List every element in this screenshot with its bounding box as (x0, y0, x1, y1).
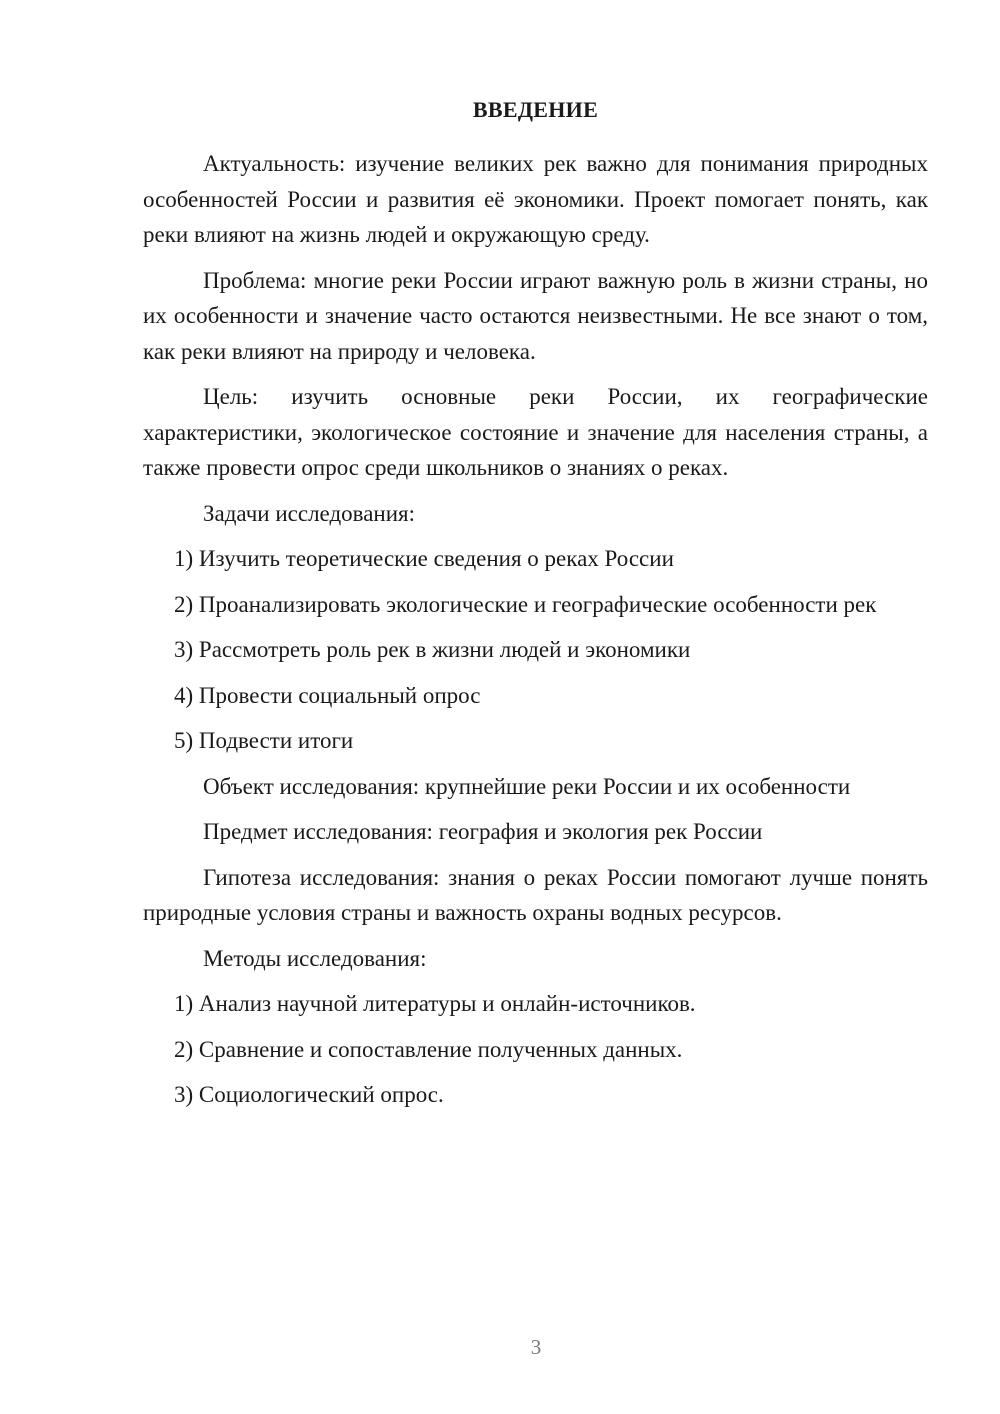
method-item-1: 1) Анализ научной литературы и онлайн-источников. (174, 991, 696, 1016)
research-subject: Предмет исследования: география и экология рек России (203, 819, 763, 844)
methods-heading: Методы исследования: (203, 945, 427, 971)
section-title: ВВЕДЕНИЕ (472, 97, 599, 122)
page-number: 3 (530, 1335, 542, 1359)
method-item-2: 2) Сравнение и сопоставление полученных данных. (174, 1036, 683, 1062)
research-hypothesis: Гипотеза исследования: знания о реках России помогают лучше понять природные условия страны и важность охраны водных ресурсов. (143, 864, 928, 925)
page-content (143, 92, 928, 1123)
task-item-2: 2) Проанализировать экологические и географические особенности рек (174, 591, 877, 617)
task-item-4: 4) Провести социальный опрос (174, 682, 481, 708)
method-item-3: 3) Социологический опрос. (174, 1082, 444, 1107)
task-item-1: 1) Изучить теоретические сведения о реках России (174, 546, 674, 571)
task-item-5: 5) Подвести итоги (174, 728, 354, 753)
task-item-3: 3) Рассмотреть роль рек в жизни людей и экономики (174, 637, 691, 662)
problem-paragraph: Проблема: многие реки России играют важную роль в жизни страны, но их особенности и значение часто остаются неизвестными. Не все знают о том, как реки влияют на природу и человека. (143, 267, 928, 364)
goal-paragraph: Цель: изучить основные реки России, их географические характеристики, экологическое состояние и значение для населения страны, а также провести опрос среди школьников о знаниях о реках. (143, 384, 928, 480)
tasks-heading: Задачи исследования: (203, 500, 416, 526)
relevance-paragraph: Актуальность: изучение великих рек важно для понимания природных особенностей России и развития её экономики. Проект помогает понять, как реки влияют на жизнь людей и окружающую среду. (143, 151, 928, 247)
research-object: Объект исследования: крупнейшие реки России и их особенности (203, 773, 851, 799)
